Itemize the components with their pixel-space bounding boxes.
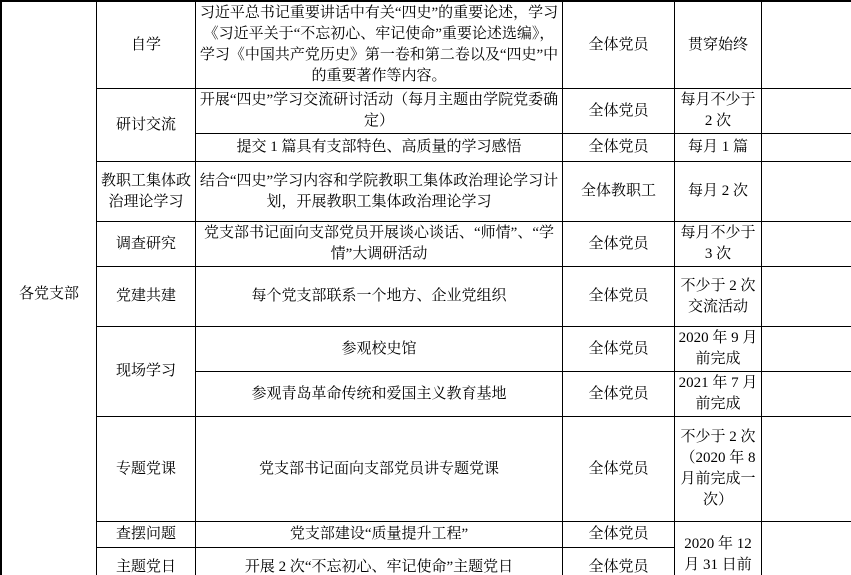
- audience-cell: 全体教职工: [563, 162, 675, 222]
- table-row: [1, 222, 851, 267]
- content-cell: 提交 1 篇具有支部特色、高质量的学习感悟: [196, 134, 563, 162]
- category-cell: 调查研究: [97, 222, 196, 267]
- frequency-cell: 2021 年 7 月前完成: [675, 372, 762, 417]
- frequency-cell: 2020 年 12 月 31 日前: [675, 522, 762, 575]
- frequency-cell: 每月 1 篇: [675, 134, 762, 162]
- note-cell: [762, 267, 851, 327]
- category-cell: 现场学习: [97, 327, 196, 417]
- content-cell: 党支部建设“质量提升工程”: [196, 522, 563, 548]
- category-cell: 党建共建: [97, 267, 196, 327]
- category-cell: 查摆问题: [97, 522, 196, 548]
- content-cell: 开展 2 次“不忘初心、牢记使命”主题党日: [196, 548, 563, 575]
- table-row: [1, 89, 851, 134]
- audience-cell: 全体党员: [563, 1, 675, 89]
- frequency-cell: 2020 年 9 月前完成: [675, 327, 762, 372]
- content-cell: 党支部书记面向支部党员开展谈心谈话、“师情”、“学情”大调研活动: [196, 222, 563, 267]
- frequency-cell: 每月不少于 2 次: [675, 89, 762, 134]
- category-cell: 教职工集体政治理论学习: [97, 162, 196, 222]
- audience-cell: 全体党员: [563, 548, 675, 575]
- frequency-cell: 每月 2 次: [675, 162, 762, 222]
- content-cell: 党支部书记面向支部党员讲专题党课: [196, 417, 563, 522]
- note-cell: [762, 134, 851, 162]
- audience-cell: 全体党员: [563, 327, 675, 372]
- frequency-cell: 每月不少于 3 次: [675, 222, 762, 267]
- audience-cell: 全体党员: [563, 222, 675, 267]
- frequency-cell: 贯穿始终: [675, 1, 762, 89]
- audience-cell: 全体党员: [563, 417, 675, 522]
- note-cell: [762, 162, 851, 222]
- table-row: [1, 522, 851, 548]
- note-cell: [762, 522, 851, 575]
- content-cell: 开展“四史”学习交流研讨活动（每月主题由学院党委确定）: [196, 89, 563, 134]
- note-cell: [762, 417, 851, 522]
- audience-cell: 全体党员: [563, 372, 675, 417]
- category-cell: 自学: [97, 1, 196, 89]
- audience-cell: 全体党员: [563, 134, 675, 162]
- frequency-cell: 不少于 2 次（2020 年 8 月前完成一次）: [675, 417, 762, 522]
- note-cell: [762, 89, 851, 134]
- table-row: [1, 267, 851, 327]
- content-cell: 习近平总书记重要讲话中有关“四史”的重要论述，学习《习近平关于“不忘初心、牢记使命”重要论述选编》，学习《中国共产党历史》第一卷和第二卷以及“四史”中的重要著作等内容。: [196, 1, 563, 89]
- table-row: [1, 1, 851, 89]
- category-cell: 专题党课: [97, 417, 196, 522]
- content-cell: 结合“四史”学习内容和学院教职工集体政治理论学习计划，开展教职工集体政治理论学习: [196, 162, 563, 222]
- audience-cell: 全体党员: [563, 522, 675, 548]
- note-cell: [762, 372, 851, 417]
- table-row: [1, 327, 851, 372]
- content-cell: 参观校史馆: [196, 327, 563, 372]
- content-cell: 参观青岛革命传统和爱国主义教育基地: [196, 372, 563, 417]
- note-cell: [762, 327, 851, 372]
- table-row: [1, 417, 851, 522]
- audience-cell: 全体党员: [563, 267, 675, 327]
- category-cell: 研讨交流: [97, 89, 196, 162]
- note-cell: [762, 222, 851, 267]
- frequency-cell: 不少于 2 次交流活动: [675, 267, 762, 327]
- group-cell: 各党支部: [1, 1, 97, 575]
- content-cell: 每个党支部联系一个地方、企业党组织: [196, 267, 563, 327]
- note-cell: [762, 1, 851, 89]
- table-row: [1, 162, 851, 222]
- audience-cell: 全体党员: [563, 89, 675, 134]
- category-cell: 主题党日: [97, 548, 196, 575]
